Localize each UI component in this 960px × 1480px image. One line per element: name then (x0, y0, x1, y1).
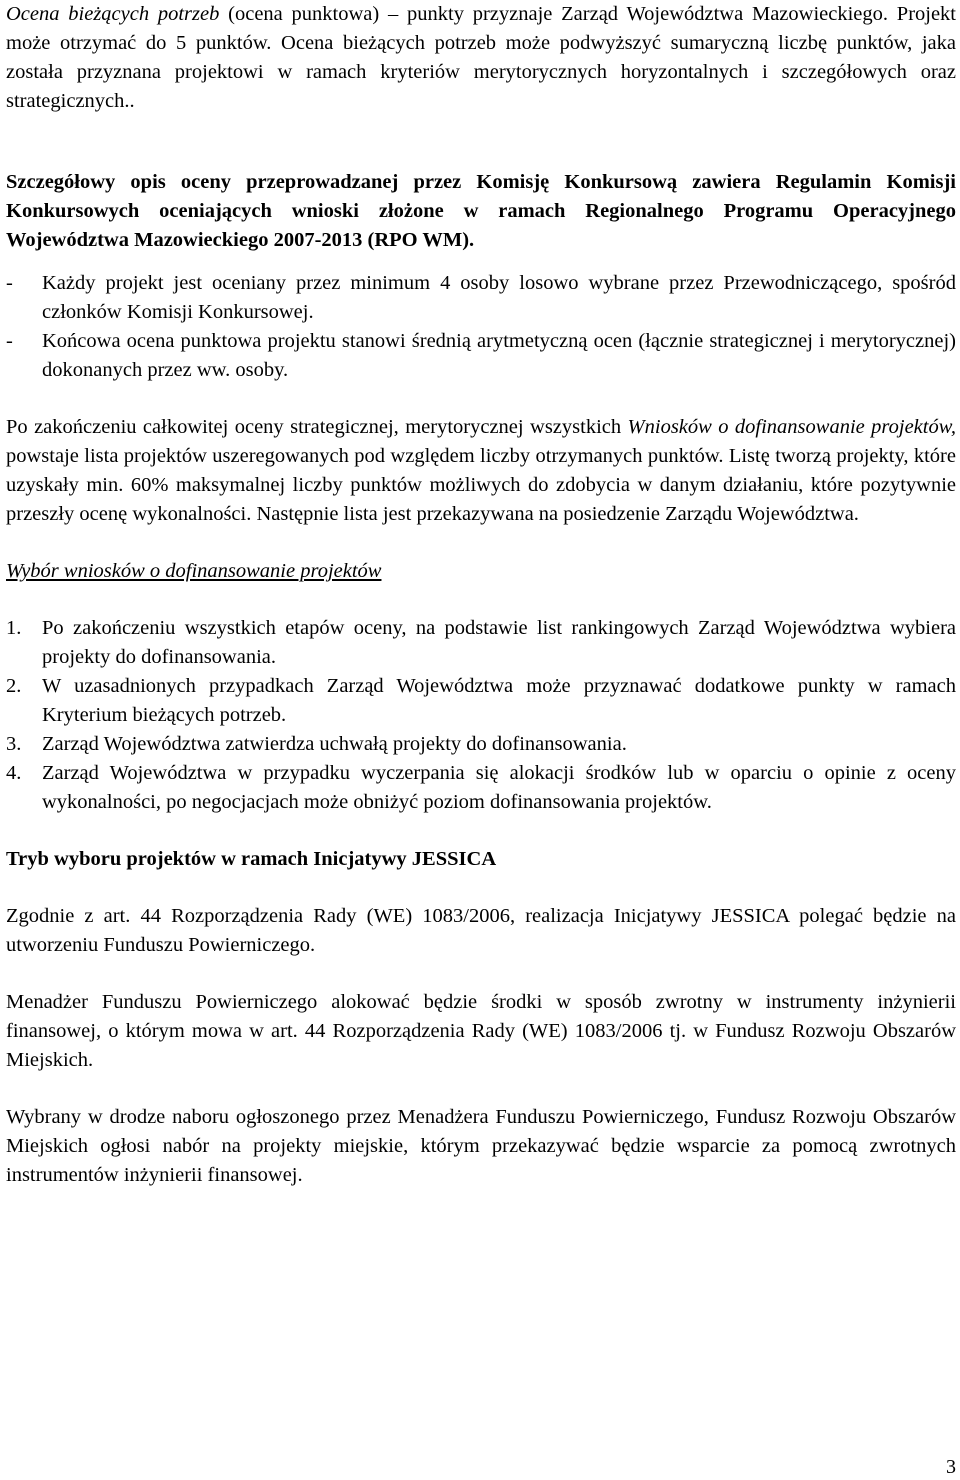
jessica-paragraph: Wybrany w drodze naboru ogłoszonego przez Menadżera Funduszu Powierniczego, Fundusz Rozwoju Obszarów Miejskich ogłosi nabór na projekty miejskie, którym przekazywać będzie wsparcie za pomocą zwrotnych instrumentów inżynierii finansowej. (6, 1106, 956, 1186)
ranking-text-2: powstaje lista projektów uszeregowanych pod względem liczby otrzymanych punktów. Listę tworzą projekty, które uzyskały min. 60% maksymalnej liczby punktów możliwych do zdobycia w danym działaniu, które pozytywnie przeszły ocenę wykonalności. Następnie lista jest przekazywana na posiedzenie Zarządu Województwa. (6, 445, 956, 525)
list-item-text: Po zakończeniu wszystkich etapów oceny, na podstawie list rankingowych Zarząd Województwa wybiera projekty do dofinansowania. (42, 617, 956, 668)
evaluation-description-paragraph: Szczegółowy opis oceny przeprowadzanej przez Komisję Konkursową zawiera Regulamin Komisji Konkursowych oceniających wnioski złożone w ramach Regionalnego Programu Operacyjnego Województwa Mazowieckiego 2007-2013 (RPO WM). (6, 171, 956, 251)
list-item-text: Zarząd Województwa zatwierdza uchwałą projekty do dofinansowania. (42, 733, 627, 755)
list-number: 2. (6, 675, 22, 697)
list-number: 1. (6, 617, 22, 639)
jessica-paragraph: Zgodnie z art. 44 Rozporządzenia Rady (WE) 1083/2006, realizacja Inicjatywy JESSICA polegać będzie na utworzeniu Funduszu Powierniczego. (6, 905, 956, 956)
evaluation-rules-list (6, 269, 956, 385)
ranking-paragraph (6, 413, 956, 529)
list-marker: - (6, 272, 13, 294)
list-number: 3. (6, 733, 22, 755)
jessica-paragraph: Menadżer Funduszu Powierniczego alokować będzie środki w sposób zwrotny w instrumenty inżynierii finansowej, o którym mowa w art. 44 Rozporządzenia Rady (WE) 1083/2006 tj. w Fundusz Rozwoju Obszarów Miejskich. (6, 991, 956, 1071)
jessica-heading: Tryb wyboru projektów w ramach Inicjatywy JESSICA (6, 848, 497, 870)
intro-lead: Ocena bieżących potrzeb (6, 3, 220, 25)
list-number: 4. (6, 762, 22, 784)
selection-heading: Wybór wniosków o dofinansowanie projektów (6, 560, 382, 582)
list-item (6, 730, 956, 759)
list-item (6, 327, 956, 385)
document-page (6, 0, 956, 1190)
list-item (6, 672, 956, 730)
list-item-text: W uzasadnionych przypadkach Zarząd Województwa może przyznawać dodatkowe punkty w ramach Kryterium bieżących potrzeb. (42, 675, 956, 726)
list-item-text: Zarząd Województwa w przypadku wyczerpania się alokacji środków lub w oparciu o opinie z oceny wykonalności, po negocjacjach może obniżyć poziom dofinansowania projektów. (42, 762, 956, 813)
list-item (6, 269, 956, 327)
list-marker: - (6, 330, 13, 352)
selection-steps-list (6, 614, 956, 817)
ranking-text-1: Po zakończeniu całkowitej oceny strategicznej, merytorycznej wszystkich (6, 416, 628, 438)
intro-text: (ocena punktowa) – punkty przyznaje Zarząd Województwa Mazowieckiego. Projekt może otrzymać do 5 punktów. Ocena bieżących potrzeb może podwyższyć sumaryczną liczbę punktów, jaka została przyznana projektowi w ramach kryteriów merytorycznych horyzontalnych i szczegółowych oraz strategicznych.. (6, 3, 957, 112)
intro-paragraph (6, 0, 956, 116)
list-item (6, 614, 956, 672)
list-item-text: Każdy projekt jest oceniany przez minimum 4 osoby losowo wybrane przez Przewodniczącego, spośród członków Komisji Konkursowej. (42, 272, 956, 323)
list-item (6, 759, 956, 817)
ranking-italic: Wniosków o dofinansowanie projektów, (627, 416, 956, 438)
page-number: 3 (946, 1456, 956, 1478)
list-item-text: Końcowa ocena punktowa projektu stanowi średnią arytmetyczną ocen (łącznie strategicznej i merytorycznej) dokonanych przez ww. osoby. (42, 330, 956, 381)
